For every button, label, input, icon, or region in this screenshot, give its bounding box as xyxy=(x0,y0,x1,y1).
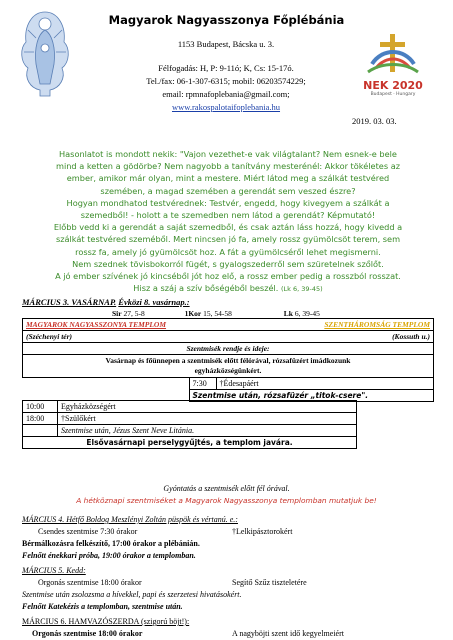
table-row xyxy=(23,343,434,355)
bulletin-date: 2019. 03. 03. xyxy=(352,116,397,126)
gospel-last-line: Hisz a száj a szív bőségéből beszél. xyxy=(133,283,279,294)
nek-logo-text: NEK 2020 xyxy=(363,79,423,92)
day-note: Szentmise után zsolozsma a hívekkel, papi és szerzetesi hivatásokért. xyxy=(22,590,242,599)
table-row xyxy=(23,319,434,331)
gospel-line: A jó ember szívének jó kincséből jót hoz elő, a rossz ember pedig a rosszból rosszat. xyxy=(55,271,401,282)
reading-book: 1Kor xyxy=(184,309,202,318)
mass-intention: Egyházközségért xyxy=(58,401,357,413)
gospel-line: Hogyan mondhatod testvérednek: Testvér, engedd, hogy kivegyem a szálkát a xyxy=(66,197,390,208)
office-hours: Félfogadás: H, P: 9-11ó; K, Cs: 15-17ó. xyxy=(158,63,294,73)
sunday-name: Évközi 8. vasárnap.: xyxy=(118,297,190,307)
collection-notice: Elsővasárnapi perselygyűjtés, a templom javára. xyxy=(23,437,357,449)
day-intention: A nagyböjti szent idő kegyelmeiért xyxy=(232,629,344,638)
mass-order-title: Szentmisék rendje és ideje: xyxy=(23,343,434,355)
sunday-schedule-table xyxy=(22,318,434,402)
church-right-location: (Kossuth u.) xyxy=(392,332,430,341)
gospel-line xyxy=(22,282,434,295)
gospel-line: Nem szednek tövisbokorról fügét, s gyalogszederről sem szüretelnek szőlőt. xyxy=(72,258,384,269)
table-row xyxy=(23,331,434,343)
reading-book: Sir xyxy=(112,309,122,318)
gospel-line: mind a ketten a gödörbe? Nem nagyobb a tanítvány mesterénél: Akkor tökéletes az xyxy=(55,161,401,172)
mass-time: 10:00 xyxy=(23,401,58,413)
gospel-reference: (Lk 6, 39-45) xyxy=(281,285,323,294)
sunday-heading xyxy=(22,297,190,307)
reading-ref: 15, 54-58 xyxy=(203,309,232,318)
day-note: Bérmálkozásra felkészítő, 17:00 órakor a plébánián. xyxy=(22,539,200,548)
church-location-cell xyxy=(23,331,434,343)
table-row xyxy=(23,437,357,449)
reading-book: Lk xyxy=(283,309,293,318)
church-left-name: MAGYAROK NAGYASSZONYA TEMPLOM xyxy=(26,320,167,329)
reading-ref: 6, 39-45 xyxy=(294,309,320,318)
gospel-line: Hasonlatot is mondott nekik: "Vajon vezethet-e vak világtalant? Nem esnek-e bele xyxy=(59,149,397,159)
mass-intention: †Édesapáért xyxy=(216,378,434,390)
table-row xyxy=(23,355,434,378)
after-mass-litany: Szentmise után, Jézus Szent Neve Litánia. xyxy=(58,425,357,437)
day-heading: MÁRCIUS 6. HAMVAZÓSZERDA (szigorú böjt!): xyxy=(22,617,190,626)
day-intention: Segítő Szűz tiszteletére xyxy=(232,578,307,587)
nek-2020-logo xyxy=(360,28,426,98)
day-mass: Orgonás szentmise 18:00 órakor xyxy=(32,629,143,638)
gospel-line: szálkát testvéred szeméből. Mert nincsen jó fa, amely rossz gyümölcsöt terem, sem xyxy=(55,234,401,245)
table-row xyxy=(23,378,434,390)
nek-logo-subtext: Budapest · Hungary xyxy=(370,92,416,97)
parish-phone: Tel./fax: 06-1-307-6315; mobil: 06203574229; xyxy=(146,76,306,86)
gospel-line: Előbb vedd ki a gerendát a saját szemedből, és csak aztán láss hozzá, hogy kivedd a xyxy=(53,222,403,233)
day-mass: Orgonás szentmise 18:00 órakor xyxy=(38,578,142,587)
table-row xyxy=(23,401,357,413)
gospel-line: szemében, a magad szemében a gerendát sem veszed észre? xyxy=(100,185,356,196)
gospel-line: rossz fa, amely jó gyümölcsöt hoz. A fát a gyümölcséről lehet megismerni. xyxy=(75,246,381,257)
church-names-cell xyxy=(23,319,434,331)
mass-order-note xyxy=(23,355,434,378)
mass-intention: †Szülőkért xyxy=(58,413,357,425)
day-intention: †Lelkipásztorokért xyxy=(232,527,293,536)
day-heading: MÁRCIUS 5. Kedd: xyxy=(22,566,86,575)
day-heading: MÁRCIUS 4. Hétfő Boldog Meszlényi Zoltán püspök és vértanú. e.: xyxy=(22,515,238,524)
order-note-line: Vasárnap és főünnepen a szentmisék előtt félórával, rózsafüzért imádkozunk xyxy=(105,356,351,365)
church-right-name: SZENTHÁROMSÁG TEMPLOM xyxy=(324,320,430,329)
sunday-readings xyxy=(112,309,432,318)
table-row xyxy=(23,413,357,425)
sunday-date: MÁRCIUS 3. VASÁRNAP. xyxy=(22,297,117,307)
parish-address: 1153 Budapest, Bácska u. 3. xyxy=(177,39,275,49)
left-church-schedule-table xyxy=(22,400,357,449)
gospel-line: ember, amikor már olyan, mint a mestere. Miért látod meg a szálkát testvéred xyxy=(66,173,390,184)
mass-time: 7:30 xyxy=(189,378,216,390)
weekday-notice: A hétköznapi szentmiséket a Magyarok Nagyasszonya templomban mutatjuk be! xyxy=(76,496,377,505)
confession-notice: Gyóntatás a szentmisék előtt fél órával. xyxy=(163,484,290,493)
day-mass: Csendes szentmise 7:30 órakor xyxy=(38,527,138,536)
mass-time: 18:00 xyxy=(23,413,58,425)
table-row xyxy=(23,425,357,437)
day-note: Felnőtt énekkari próba, 19:00 órakor a templomban. xyxy=(22,551,196,560)
parish-email: email: rpmnafoplebania@gmail.com; xyxy=(162,89,290,99)
reading-ref: 27, 5-8 xyxy=(123,309,145,318)
gospel-line: szemedből! - holott a te szemedben nem látod a gerendát? Képmutató! xyxy=(80,210,376,221)
gospel-passage xyxy=(22,148,434,295)
order-note-line: egyházközségünkért. xyxy=(194,366,262,375)
parish-website-link[interactable]: www.rakospalotaifoplebania.hu xyxy=(171,102,281,112)
church-left-location: (Széchenyi tér) xyxy=(26,332,73,341)
after-mass-rosary: Szentmise után, rózsafüzér „titok-csere". xyxy=(189,390,434,402)
parish-title: Magyarok Nagyasszonya Főplébánia xyxy=(108,13,345,27)
day-note: Felnőtt Katekézis a templomban, szentmise után. xyxy=(22,602,183,611)
